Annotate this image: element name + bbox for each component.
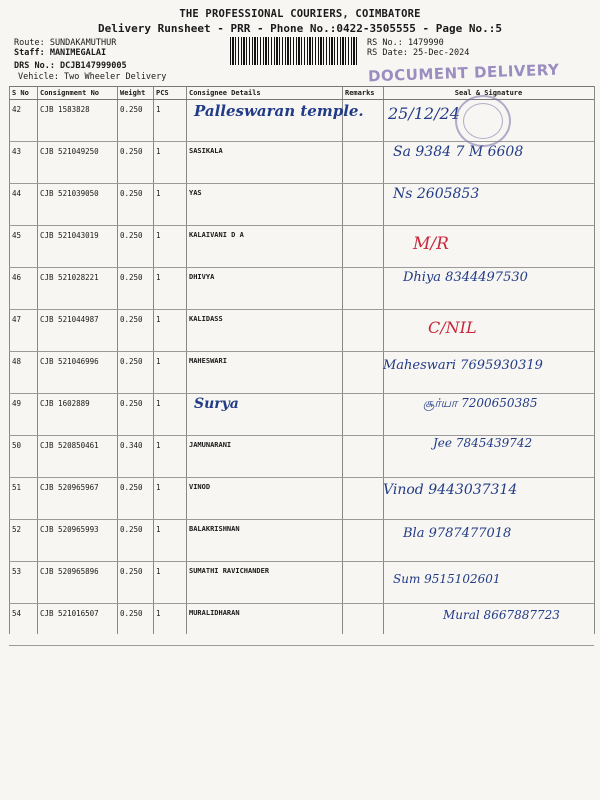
row-consignment-no: CJB 520850461 — [37, 436, 117, 478]
row-remarks — [342, 520, 383, 562]
row-sno: 45 — [9, 226, 37, 268]
row-pcs: 1 — [153, 394, 186, 436]
row-pcs: 1 — [153, 310, 186, 352]
row-consignment-no: CJB 521046996 — [37, 352, 117, 394]
row-consignee: BALAKRISHNAN — [186, 520, 342, 562]
row-sno: 50 — [9, 436, 37, 478]
vehicle-label: Vehicle: Two Wheeler Delivery — [18, 72, 167, 82]
handwritten-signature: Maheswari 7695930319 — [383, 358, 543, 373]
col-consignment: Consignment No — [37, 87, 117, 100]
row-consignee: KALIDASS — [186, 310, 342, 352]
row-consignment-no: CJB 520965967 — [37, 478, 117, 520]
row-weight: 0.250 — [117, 310, 153, 352]
handwritten-signature: Vinod 9443037314 — [383, 482, 518, 498]
col-remarks: Remarks — [342, 87, 383, 100]
row-remarks — [342, 394, 383, 436]
barcode — [230, 37, 358, 65]
row-remarks — [342, 604, 383, 646]
table-row — [9, 520, 594, 562]
handwritten-consignee: Palleswaran temple. — [194, 102, 364, 120]
row-sno: 48 — [9, 352, 37, 394]
seal-stamp — [455, 95, 511, 147]
row-pcs: 1 — [153, 352, 186, 394]
row-consignee: VINOD — [186, 478, 342, 520]
row-signature — [383, 310, 594, 352]
document-delivery-stamp: DOCUMENT DELIVERY — [367, 60, 560, 86]
row-consignment-no: CJB 1583828 — [37, 100, 117, 142]
col-weight: Weight — [117, 87, 153, 100]
handwritten-signature: M/R — [413, 234, 449, 254]
row-consignment-no: CJB 521044987 — [37, 310, 117, 352]
row-weight: 0.250 — [117, 520, 153, 562]
row-sno: 52 — [9, 520, 37, 562]
rs-date: RS Date: 25-Dec-2024 — [367, 48, 470, 58]
row-pcs: 1 — [153, 520, 186, 562]
table-row — [9, 394, 594, 436]
row-consignee: MAHESWARI — [186, 352, 342, 394]
row-sno: 43 — [9, 142, 37, 184]
row-sno: 47 — [9, 310, 37, 352]
row-pcs: 1 — [153, 184, 186, 226]
row-signature — [383, 352, 594, 394]
route-label: Route: SUNDAKAMUTHUR — [14, 38, 117, 48]
handwritten-signature: Mural 8667887723 — [443, 608, 560, 622]
row-signature — [383, 562, 594, 604]
table-row — [9, 184, 594, 226]
handwritten-signature: Bla 9787477018 — [403, 526, 512, 541]
table-row — [9, 352, 594, 394]
row-weight: 0.250 — [117, 394, 153, 436]
row-weight: 0.250 — [117, 478, 153, 520]
col-seal-signature: Seal & Signature — [383, 87, 594, 100]
table-header-row — [9, 87, 594, 100]
table-row — [9, 268, 594, 310]
row-remarks — [342, 142, 383, 184]
row-remarks — [342, 100, 383, 142]
row-consignment-no: CJB 1602889 — [37, 394, 117, 436]
row-consignment-no: CJB 521039050 — [37, 184, 117, 226]
company-title: THE PROFESSIONAL COURIERS, COIMBATORE — [179, 8, 421, 20]
row-weight: 0.250 — [117, 352, 153, 394]
col-pcs: PCS — [153, 87, 186, 100]
row-weight: 0.250 — [117, 142, 153, 184]
row-consignment-no: CJB 521028221 — [37, 268, 117, 310]
row-signature — [383, 394, 594, 436]
row-signature — [383, 268, 594, 310]
row-remarks — [342, 478, 383, 520]
drs-number: DRS No.: DCJB147999005 — [14, 61, 127, 71]
row-pcs: 1 — [153, 226, 186, 268]
row-weight: 0.250 — [117, 100, 153, 142]
row-sno: 54 — [9, 604, 37, 646]
row-weight: 0.250 — [117, 562, 153, 604]
table-row — [9, 310, 594, 352]
handwritten-signature: 25/12/24 — [388, 104, 460, 123]
row-consignment-no: CJB 521049250 — [37, 142, 117, 184]
handwritten-signature: Ns 2605853 — [393, 186, 480, 202]
row-remarks — [342, 268, 383, 310]
table-row — [9, 436, 594, 478]
row-consignee — [186, 100, 364, 142]
row-sno: 44 — [9, 184, 37, 226]
row-signature — [383, 604, 594, 646]
row-consignment-no: CJB 521043019 — [37, 226, 117, 268]
col-sno: S No — [9, 87, 37, 100]
row-weight: 0.250 — [117, 268, 153, 310]
table-row — [9, 478, 594, 520]
handwritten-signature: Sa 9384 7 M 6608 — [393, 144, 524, 160]
row-signature — [383, 226, 594, 268]
row-consignment-no: CJB 520965896 — [37, 562, 117, 604]
table-row — [9, 226, 594, 268]
row-remarks — [342, 226, 383, 268]
handwritten-signature: Dhiya 8344497530 — [403, 270, 528, 285]
row-consignment-no: CJB 521016507 — [37, 604, 117, 646]
col-consignee: Consignee Details — [186, 87, 342, 100]
row-remarks — [342, 562, 383, 604]
row-signature — [383, 436, 594, 478]
handwritten-signature: சூர்யா 7200650385 — [423, 396, 538, 410]
row-consignee: JAMUNARANI — [186, 436, 342, 478]
row-pcs: 1 — [153, 268, 186, 310]
row-pcs: 1 — [153, 562, 186, 604]
row-consignee: SASIKALA — [186, 142, 342, 184]
row-weight: 0.250 — [117, 226, 153, 268]
row-sno: 49 — [9, 394, 37, 436]
row-remarks — [342, 184, 383, 226]
row-signature — [383, 184, 594, 226]
row-pcs: 1 — [153, 142, 186, 184]
row-sno: 42 — [9, 100, 37, 142]
row-pcs: 1 — [153, 604, 186, 646]
table-row — [9, 604, 594, 646]
handwritten-signature: Jee 7845439742 — [433, 436, 533, 450]
rs-number: RS No.: 1479990 — [367, 38, 444, 48]
row-sno: 46 — [9, 268, 37, 310]
runsheet-table — [9, 86, 594, 646]
row-pcs: 1 — [153, 436, 186, 478]
row-weight: 0.340 — [117, 436, 153, 478]
row-signature — [383, 142, 594, 184]
row-consignment-no: CJB 520965993 — [37, 520, 117, 562]
row-consignee: MURALIDHARAN — [186, 604, 342, 646]
handwritten-consignee: Surya — [194, 396, 239, 412]
row-pcs: 1 — [153, 478, 186, 520]
row-signature — [383, 478, 594, 520]
row-weight: 0.250 — [117, 604, 153, 646]
table-row — [9, 142, 594, 184]
row-weight: 0.250 — [117, 184, 153, 226]
staff-label: Staff: MANIMEGALAI — [14, 48, 107, 58]
handwritten-signature: C/NIL — [428, 318, 477, 337]
row-consignee: KALAIVANI D A — [186, 226, 342, 268]
row-consignee: YAS — [186, 184, 342, 226]
row-pcs: 1 — [153, 100, 186, 142]
row-remarks — [342, 310, 383, 352]
row-sno: 53 — [9, 562, 37, 604]
table-row — [9, 562, 594, 604]
handwritten-signature: Sum 9515102601 — [393, 572, 501, 586]
row-sno: 51 — [9, 478, 37, 520]
row-consignee: SUMATHI RAVICHANDER — [186, 562, 342, 604]
row-signature — [383, 520, 594, 562]
row-consignee — [186, 394, 342, 436]
row-consignee: DHIVYA — [186, 268, 342, 310]
row-remarks — [342, 352, 383, 394]
runsheet-subtitle: Delivery Runsheet - PRR - Phone No.:0422-3505555 - Page No.:5 — [98, 22, 502, 35]
row-remarks — [342, 436, 383, 478]
